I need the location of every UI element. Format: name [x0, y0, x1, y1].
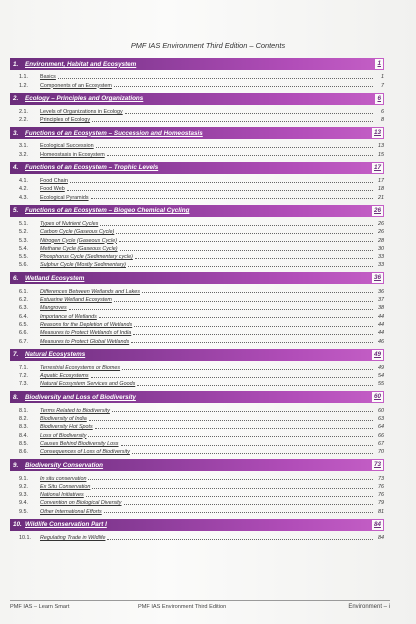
toc-entry[interactable] — [10, 252, 384, 260]
entry-number: 6.4. — [19, 313, 28, 320]
toc-section-items — [10, 139, 384, 159]
section-number: 8. — [13, 393, 19, 401]
toc-entry[interactable] — [10, 439, 384, 447]
section-title: Biodiversity and Loss of Biodiversity — [25, 393, 136, 401]
entry-number: 6.1. — [19, 288, 28, 295]
entry-title: Homeostasis in Ecosystem — [40, 151, 105, 158]
toc-entry[interactable] — [10, 311, 384, 319]
entry-title: Levels of Organizations in Ecology — [40, 108, 123, 115]
dot-leader — [107, 539, 373, 540]
toc-entry[interactable] — [10, 405, 384, 413]
toc-entry[interactable] — [10, 379, 384, 387]
toc-entry[interactable] — [10, 107, 384, 115]
section-leader — [147, 98, 375, 99]
entry-page-number: 15 — [378, 151, 384, 158]
footer-center-text: PMF IAS Environment Third Edition — [138, 604, 227, 610]
entry-title: Mangroves — [40, 305, 67, 312]
entry-number: 2.1. — [19, 108, 28, 115]
toc-entry[interactable] — [10, 336, 384, 344]
entry-title: Causes Behind Biodiversity Loss — [40, 440, 119, 447]
section-title: Ecology – Principles and Organizations — [25, 95, 144, 103]
entry-page-number: 60 — [378, 407, 384, 414]
entry-number: 9.4. — [19, 500, 28, 507]
dot-leader — [137, 385, 373, 386]
dot-leader — [69, 309, 373, 310]
section-number: 6. — [13, 274, 19, 282]
section-leader — [89, 354, 372, 355]
dot-leader — [70, 182, 373, 183]
toc-entry[interactable] — [10, 244, 384, 252]
entry-title: Food Chain — [40, 178, 68, 185]
toc-section-items — [10, 403, 384, 456]
entry-number: 8.6. — [19, 449, 28, 456]
entry-number: 6.6. — [19, 330, 28, 337]
entry-number: 6.2. — [19, 297, 28, 304]
entry-title: Methane Cycle (Gaseous Cycle) — [40, 245, 118, 252]
entry-page-number: 49 — [378, 364, 384, 371]
entry-number: 9.2. — [19, 483, 28, 490]
toc-section-heading[interactable] — [10, 272, 384, 284]
entry-title: In situ conservation — [40, 475, 87, 482]
section-leader — [140, 397, 372, 398]
dot-leader — [133, 334, 373, 335]
toc-entry[interactable] — [10, 286, 384, 294]
entry-title: Biodiversity Hot Spots — [40, 424, 93, 431]
toc-entry[interactable] — [10, 328, 384, 336]
entry-title: Reasons for the Depletion of Wetlands — [40, 321, 133, 328]
toc-section-heading[interactable] — [10, 93, 384, 105]
entry-number: 5.2. — [19, 229, 28, 236]
entry-number: 2.2. — [19, 117, 28, 124]
toc-entry[interactable] — [10, 498, 384, 506]
section-title: Wildlife Conservation Part I — [25, 521, 107, 529]
section-number: 9. — [13, 461, 19, 469]
entry-number: 4.3. — [19, 194, 28, 201]
dot-leader — [86, 496, 373, 497]
entry-page-number: 37 — [378, 297, 384, 304]
section-leader — [207, 133, 372, 134]
section-number: 2. — [13, 95, 19, 103]
section-page-number: 84 — [373, 520, 381, 528]
entry-title: Nitrogen Cycle (Gaseous Cycle) — [40, 237, 117, 244]
entry-page-number: 38 — [378, 305, 384, 312]
entry-number: 6.3. — [19, 305, 28, 312]
toc-entry[interactable] — [10, 227, 384, 235]
section-number: 1. — [13, 60, 19, 68]
toc-entry[interactable] — [10, 320, 384, 328]
dot-leader — [89, 420, 373, 421]
entry-title: Types of Nutrient Cycles — [40, 220, 99, 227]
toc-section-items — [10, 174, 384, 202]
entry-number: 4.1. — [19, 178, 28, 185]
entry-title: Carbon Cycle (Gaseous Cycle) — [40, 229, 115, 236]
toc-entry[interactable] — [10, 80, 384, 88]
entry-title: Convention on Biological Diversity — [40, 500, 122, 507]
entry-number: 5.3. — [19, 237, 28, 244]
entry-title: Ecological Succession — [40, 143, 94, 150]
toc-section-heading[interactable] — [10, 519, 384, 531]
dot-leader — [135, 258, 373, 259]
entry-title: Biodiversity of India — [40, 416, 87, 423]
toc-entry[interactable] — [10, 363, 384, 371]
section-page-number: 1 — [377, 60, 381, 67]
section-page-number: 6 — [377, 94, 381, 102]
entry-number: 8.5. — [19, 440, 28, 447]
dot-leader — [124, 504, 374, 505]
entry-title: Sulphur Cycle (Mostly Sedimentary) — [40, 262, 126, 269]
entry-title: Differences Between Wetlands and Lakes — [40, 288, 140, 295]
entry-page-number: 81 — [378, 508, 384, 515]
entry-number: 9.3. — [19, 492, 28, 499]
toc-section-items — [10, 217, 384, 270]
entry-page-number: 26 — [378, 229, 384, 236]
entry-page-number: 18 — [378, 186, 384, 193]
entry-page-number: 63 — [378, 416, 384, 423]
entry-number: 1.2. — [19, 82, 28, 89]
toc-entry[interactable] — [10, 422, 384, 430]
toc-section-heading[interactable] — [10, 58, 384, 70]
entry-number: 6.5. — [19, 321, 28, 328]
toc-entry[interactable] — [10, 149, 384, 157]
entry-title: Loss of Biodiversity — [40, 432, 87, 439]
section-page-number: 17 — [373, 163, 381, 171]
entry-page-number: 33 — [378, 254, 384, 261]
entry-title: Aquatic Ecosystems — [40, 373, 89, 380]
entry-page-number: 73 — [378, 475, 384, 482]
entry-page-number: 84 — [378, 534, 384, 541]
entry-title: Ecological Pyramids — [40, 194, 89, 201]
toc-entry[interactable] — [10, 447, 384, 455]
entry-page-number: 66 — [378, 432, 384, 439]
section-number: 7. — [13, 351, 19, 359]
entry-title: Phosphorus Cycle (Sedimentary cycle) — [40, 254, 133, 261]
section-number: 5. — [13, 207, 19, 215]
toc-entry[interactable] — [10, 235, 384, 243]
toc-entry[interactable] — [10, 482, 384, 490]
entry-page-number: 67 — [378, 440, 384, 447]
section-title: Functions of an Ecosystem – Biogeo Chemical Cycling — [25, 207, 190, 215]
entry-title: Other International Efforts — [40, 508, 102, 515]
entry-page-number: 30 — [378, 245, 384, 252]
entry-number: 7.2. — [19, 373, 28, 380]
dot-leader — [114, 301, 373, 302]
entry-number: 9.5. — [19, 508, 28, 515]
toc-entry[interactable] — [10, 184, 384, 192]
toc-section-items — [10, 361, 384, 389]
entry-number: 8.4. — [19, 432, 28, 439]
entry-title: Ex Situ Conservation — [40, 483, 91, 490]
toc-entry[interactable] — [10, 219, 384, 227]
entry-number: 3.2. — [19, 151, 28, 158]
dot-leader — [107, 155, 373, 156]
toc-entry[interactable] — [10, 72, 384, 80]
entry-title: Food Web — [40, 186, 65, 193]
dot-leader — [104, 512, 373, 513]
toc-section-items — [10, 471, 384, 515]
entry-number: 10.1. — [19, 534, 31, 541]
dot-leader — [88, 479, 373, 480]
toc-section-heading[interactable] — [10, 391, 384, 403]
entry-title: Terrestrial Ecosystems or Biomes — [40, 364, 121, 371]
entry-number: 7.1. — [19, 364, 28, 371]
toc-entry[interactable] — [10, 490, 384, 498]
toc-section-heading[interactable] — [10, 127, 384, 139]
dot-leader — [91, 198, 373, 199]
section-leader — [162, 167, 372, 168]
entry-page-number: 36 — [378, 288, 384, 295]
dot-leader — [134, 326, 373, 327]
entry-page-number: 55 — [378, 381, 384, 388]
toc-entry[interactable] — [10, 473, 384, 481]
entry-title: Measures to Protect Wetlands of India — [40, 330, 132, 337]
dot-leader — [99, 317, 373, 318]
section-leader — [107, 465, 372, 466]
entry-title: Terms Related to Biodiversity — [40, 407, 110, 414]
dot-leader — [114, 86, 373, 87]
section-leader — [140, 64, 375, 65]
dot-leader — [120, 250, 373, 251]
entry-page-number: 70 — [378, 449, 384, 456]
toc-section-heading[interactable] — [10, 459, 384, 471]
section-page-number: 13 — [373, 129, 381, 137]
dot-leader — [92, 121, 373, 122]
entry-number: 7.3. — [19, 381, 28, 388]
entry-title: Consequences of Loss of Biodiversity — [40, 449, 130, 456]
toc-entry[interactable] — [10, 260, 384, 268]
entry-page-number: 8 — [381, 117, 384, 124]
entry-page-number: 13 — [378, 143, 384, 150]
section-title: Functions of an Ecosystem – Trophic Levels — [25, 164, 159, 172]
toc-entry[interactable] — [10, 430, 384, 438]
dot-leader — [125, 113, 373, 114]
entry-page-number: 21 — [378, 194, 384, 201]
section-page-number: 36 — [373, 274, 381, 282]
dot-leader — [91, 377, 373, 378]
table-of-contents — [10, 55, 384, 542]
toc-section-heading[interactable] — [10, 205, 384, 217]
toc-section-heading[interactable] — [10, 349, 384, 361]
toc-entry[interactable] — [10, 176, 384, 184]
entry-title: Importance of Wetlands — [40, 313, 97, 320]
toc-section-items — [10, 105, 384, 125]
dot-leader — [112, 411, 373, 412]
section-title: Biodiversity Conservation — [25, 461, 104, 469]
dot-leader — [92, 488, 373, 489]
entry-page-number: 44 — [378, 330, 384, 337]
entry-page-number: 44 — [378, 313, 384, 320]
entry-title: National Initiatives — [40, 492, 84, 499]
entry-page-number: 76 — [378, 483, 384, 490]
entry-page-number: 79 — [378, 500, 384, 507]
section-number: 3. — [13, 129, 19, 137]
entry-number: 4.2. — [19, 186, 28, 193]
entry-number: 5.1. — [19, 220, 28, 227]
toc-entry[interactable] — [10, 533, 384, 541]
entry-page-number: 46 — [378, 338, 384, 345]
footer-left-text: PMF IAS – Learn Smart — [10, 604, 70, 610]
section-title: Wetland Ecosystem — [25, 274, 85, 282]
toc-entry[interactable] — [10, 371, 384, 379]
dot-leader — [132, 453, 373, 454]
section-page-number: 60 — [373, 393, 381, 401]
section-title: Environment, Habitat and Ecosystem — [25, 60, 137, 68]
dot-leader — [122, 369, 373, 370]
entry-title: Measures to Protect Global Wetlands — [40, 338, 130, 345]
dot-leader — [116, 233, 373, 234]
dot-leader — [128, 266, 373, 267]
entry-number: 5.6. — [19, 262, 28, 269]
entry-page-number: 54 — [378, 373, 384, 380]
section-page-number: 26 — [373, 206, 381, 214]
entry-page-number: 26 — [378, 220, 384, 227]
toc-entry[interactable] — [10, 506, 384, 514]
toc-entry[interactable] — [10, 115, 384, 123]
toc-entry[interactable] — [10, 303, 384, 311]
entry-title: Regulating Trade in Wildlife — [40, 534, 106, 541]
entry-number: 3.1. — [19, 143, 28, 150]
entry-number: 8.3. — [19, 424, 28, 431]
section-number: 10. — [13, 521, 22, 529]
entry-title: Natural Ecosystem Services and Goods — [40, 381, 136, 388]
dot-leader — [119, 241, 373, 242]
section-leader — [193, 210, 372, 211]
section-title: Natural Ecosystems — [25, 351, 86, 359]
entry-page-number: 1 — [381, 74, 384, 81]
entry-number: 8.1. — [19, 407, 28, 414]
dot-leader — [67, 190, 373, 191]
section-title: Functions of an Ecosystem – Succession and Homeostasis — [25, 129, 203, 137]
toc-section-items — [10, 70, 384, 90]
entry-title: Basics — [40, 74, 56, 81]
entry-page-number: 6 — [381, 108, 384, 115]
entry-page-number: 76 — [378, 492, 384, 499]
toc-entry[interactable] — [10, 141, 384, 149]
entry-page-number: 28 — [378, 237, 384, 244]
dot-leader — [58, 78, 373, 79]
section-leader — [88, 278, 372, 279]
section-number: 4. — [13, 164, 19, 172]
entry-title: Principles of Ecology — [40, 117, 91, 124]
toc-entry[interactable] — [10, 295, 384, 303]
toc-entry[interactable] — [10, 192, 384, 200]
dot-leader — [95, 428, 373, 429]
section-page-number: 73 — [373, 461, 381, 469]
entry-page-number: 17 — [378, 178, 384, 185]
entry-page-number: 33 — [378, 262, 384, 269]
entry-number: 8.2. — [19, 416, 28, 423]
entry-number: 6.7. — [19, 338, 28, 345]
dot-leader — [131, 342, 373, 343]
section-page-number: 49 — [373, 350, 381, 358]
entry-number: 9.1. — [19, 475, 28, 482]
toc-section-items — [10, 284, 384, 345]
toc-entry[interactable] — [10, 414, 384, 422]
footer-page-label: Environment – i — [348, 604, 390, 610]
page-footer — [10, 600, 390, 610]
dot-leader — [88, 436, 373, 437]
entry-page-number: 44 — [378, 321, 384, 328]
entry-page-number: 7 — [381, 82, 384, 89]
entry-number: 5.4. — [19, 245, 28, 252]
document-title: PMF IAS Environment Third Edition – Contents — [130, 41, 286, 50]
toc-section-heading[interactable] — [10, 162, 384, 174]
entry-title: Components of an Ecosystem — [40, 82, 112, 89]
entry-number: 1.1. — [19, 74, 28, 81]
entry-title: Estuarine Wetland Ecosystem — [40, 297, 112, 304]
entry-number: 5.5. — [19, 254, 28, 261]
dot-leader — [142, 292, 373, 293]
dot-leader — [96, 147, 373, 148]
entry-page-number: 64 — [378, 424, 384, 431]
dot-leader — [100, 225, 373, 226]
toc-section-items — [10, 531, 384, 542]
dot-leader — [121, 445, 373, 446]
section-leader — [111, 524, 372, 525]
